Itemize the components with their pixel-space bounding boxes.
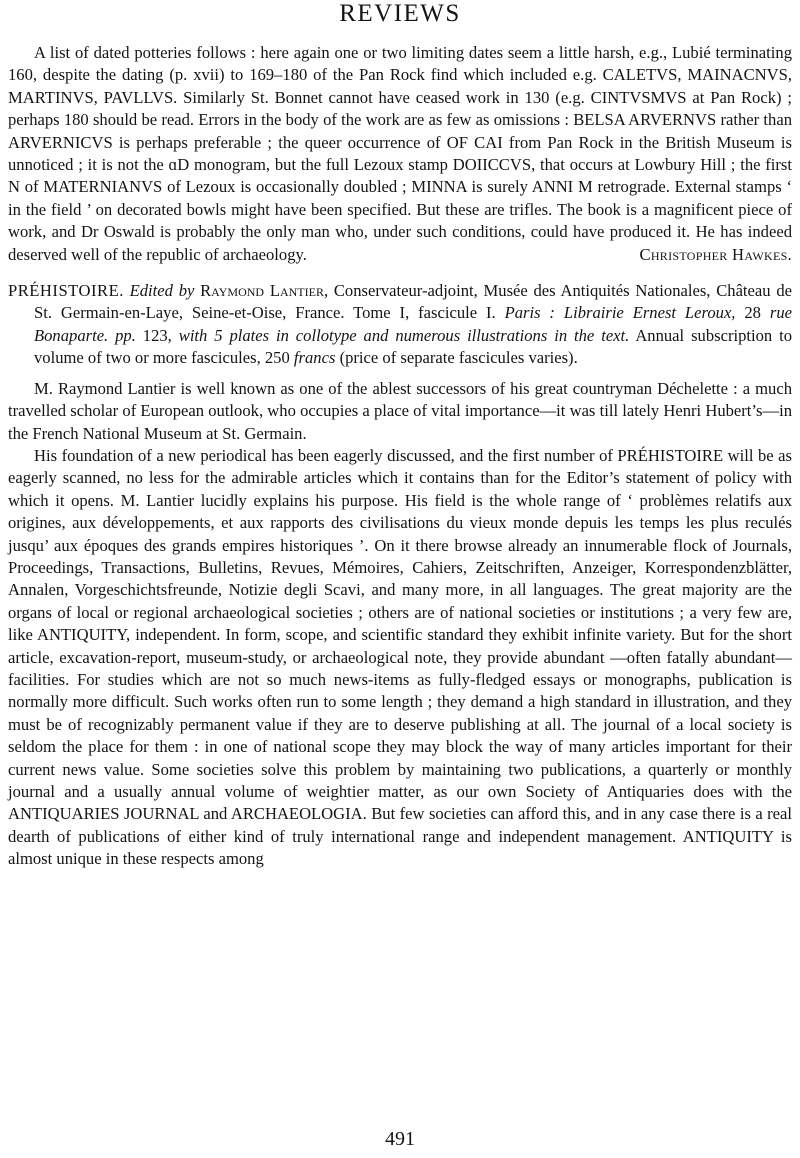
plates-note: with 5 plates in collotype and numerous illustrations in the text. xyxy=(178,325,630,345)
page-count: 123, xyxy=(142,325,172,345)
price-note: (price of separate fascicules varies). xyxy=(339,348,578,368)
citation-details: , Conservateur-adjoint, Musée des Antiquités Nationales, Château de St. Germain-en-Laye, Seine-et-Oise, France. Tome I, fascicule I. xyxy=(34,281,792,323)
reviewer-signature: Christopher Hawkes. xyxy=(639,244,792,264)
page-number: 491 xyxy=(385,1128,415,1150)
review-paragraph-1: M. Raymond Lantier is well known as one of the ablest successors of his great countryman Déchelette : a much travelled scholar of European outlook, who occupies a place of vital importance—it was till lately Henri Hubert’s—in the French National Museum at St. Germain. xyxy=(8,378,792,443)
street-number: 28 xyxy=(744,303,761,323)
edited-by-label: Edited by xyxy=(129,281,195,301)
page-body xyxy=(8,42,792,871)
book-citation xyxy=(8,280,792,370)
currency: francs xyxy=(293,348,336,368)
periodical-title: PRÉHISTOIRE. xyxy=(8,281,124,301)
review-paragraph-2: His foundation of a new periodical has been eagerly discussed, and the first number of PRÉHISTOIRE will be as eagerly scanned, no less for the admirable articles which it contains than for the Editor’s statement of policy with which it opens. M. Lantier lucidly explains his purpose. His field is the whole range of ‘ problèmes relatifs aux origines, aux développements, et aux rapports des civilisations du vieux monde depuis les temps les plus reculés jusqu’ aux époques des grands empires historiques ’. On it there browse already an innumerable flock of Journals, Proceedings, Transactions, Bulletins, Revues, Mémoires, Cahiers, Zeitschriften, Anzeiger, Korrespondenzblätter, Annalen, Vorgeschichtsfreunde, Notizie degli Scavi, and many more, in all languages. The great majority are the organs of local or regional archaeological societies ; others are of national societies or institutions ; a very few are, like ANTIQUITY, independent. In form, scope, and scientific standard they exhibit infinite variety. But for the short article, excavation-report, museum-study, or archaeological note, they provide abundant —often fatally abundant—facilities. For studies which are not so much news-items as fully-fledged essays or monographs, publication is normally more difficult. Such works often run to some length ; they demand a high standard in illustration, and they must be of recognizably permanent value if they are to deserve publishing at all. The journal of a local society is seldom the place for them : in one of national scope they may block the way of many articles important for their current news value. Some societies solve this problem by maintaining two publications, a quarterly or monthly journal and a usually annual volume of weightier matter, as our own Society of Antiquaries does with the ANTIQUARIES JOURNAL and ARCHAEOLOGIA. But few societies can afford this, and in any case there is a real dearth of publications of either kind of truly international range and independent management. ANTIQUITY is almost unique in these respects among xyxy=(8,445,792,869)
editor-name: Raymond Lantier xyxy=(200,281,324,301)
running-header: REVIEWS xyxy=(339,0,461,27)
publisher: Paris : Librairie Ernest Leroux, xyxy=(504,303,736,323)
review-text xyxy=(8,378,792,871)
previous-review-paragraph: A list of dated potteries follows : here again one or two limiting dates seem a little harsh, e.g., Lubié terminating 160, despite the dating (p. xvii) to 169–180 of the Pan Rock find which included e.g. CALETVS, MAINACNVS, MARTINVS, PAVLLVS. Similarly St. Bonnet cannot have ceased work in 130 (e.g. CINTVSMVS at Pan Rock) ; perhaps 180 should be read. Errors in the body of the work are as few as omissions : BELSA ARVERNVS rather than ARVERNICVS is perhaps preferable ; the queer occurrence of OF CAI from Pan Rock in the British Museum is unnoticed ; it is not the ɑD monogram, but the full Lezoux stamp DOIICCVS, that occurs at Lowbury Hill ; the first N of MATERNIANVS of Lezoux is occasionally doubled ; MINNA is surely ANNI M retrograde. External stamps ‘ in the field ’ on decorated bowls might have been specified. But these are trifles. The book is a magnificent piece of work, and Dr Oswald is probably the only man who, under such conditions, could have produced it. He has indeed deserved well of the republic of archaeology. xyxy=(8,43,792,264)
subscription-note: Annual subscription to volume of two or more fascicules, 250 xyxy=(34,325,793,368)
street-and-pages-label: rue Bonaparte. pp. xyxy=(34,303,792,345)
